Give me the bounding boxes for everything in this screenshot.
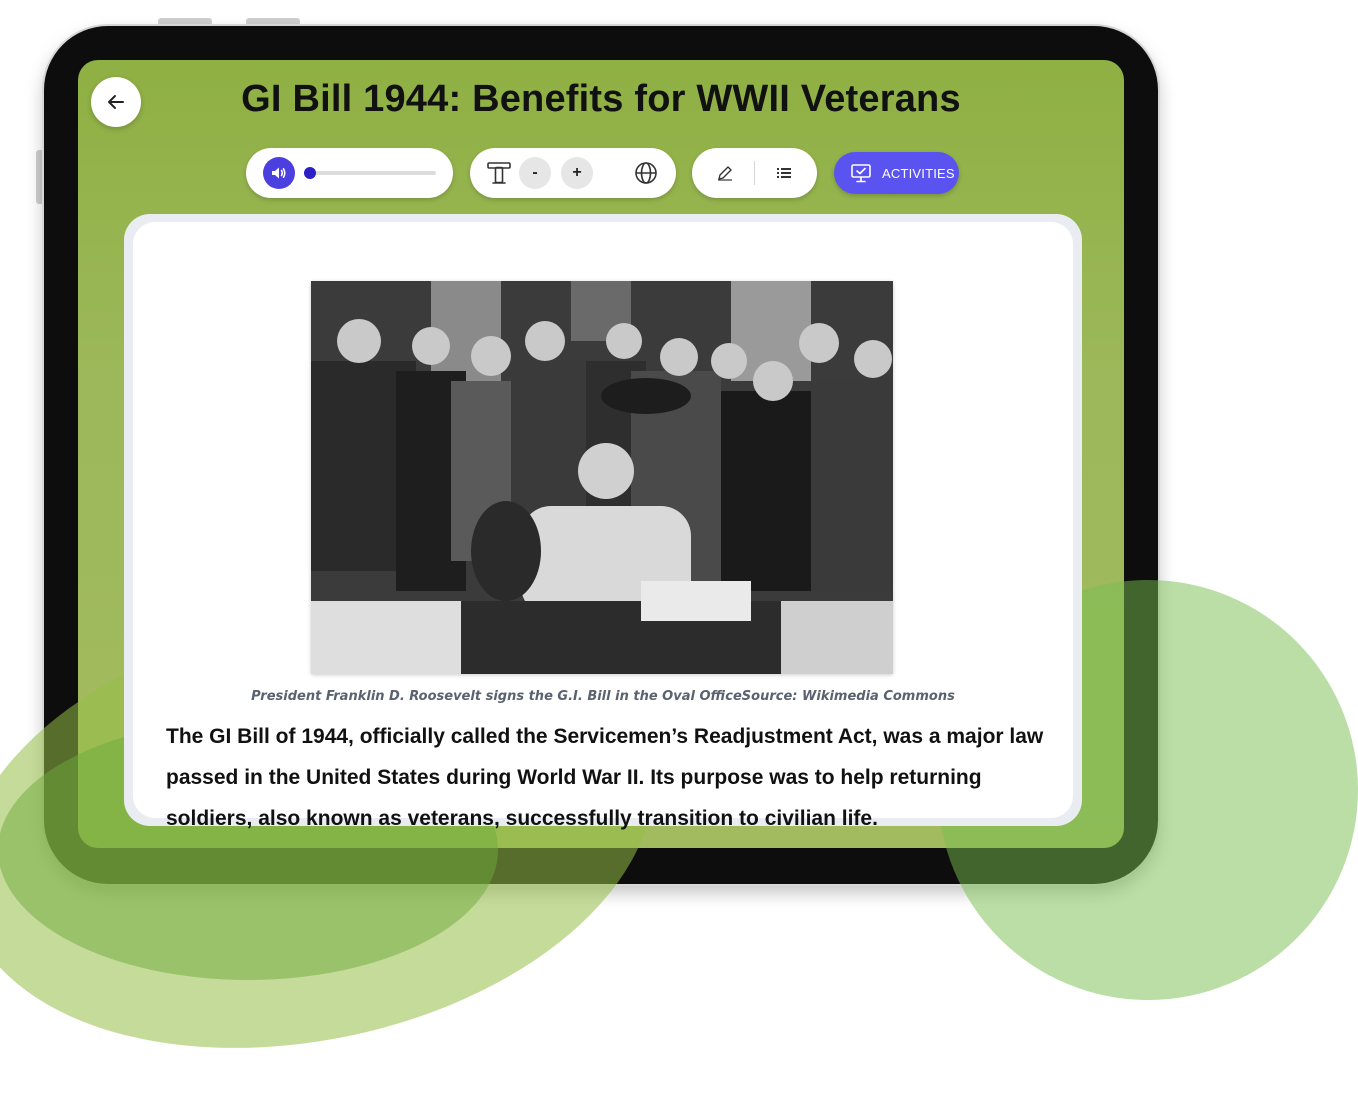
- app-screen: [78, 60, 1124, 848]
- decrease-text-size-button[interactable]: -: [519, 157, 551, 189]
- photo-caption: President Franklin D. Roosevelt signs the G.I. Bill in the Oval OfficeSource: Wikimedia Commons: [251, 689, 955, 704]
- audio-progress-handle[interactable]: [304, 167, 316, 179]
- annotation-tools: [692, 148, 817, 198]
- page-title: GI Bill 1944: Benefits for WWII Veterans: [241, 78, 961, 120]
- article-paragraph: The GI Bill of 1944, officially called the Servicemen’s Readjustment Act, was a major law passed in the United States during World War II. Its purpose was to help returning soldiers, also known as veterans, successfully transition to civilian life.: [166, 725, 1044, 830]
- article-photo: [311, 281, 893, 674]
- increase-text-size-button[interactable]: +: [561, 157, 593, 189]
- activities-label: ACTIVITIES: [882, 165, 955, 181]
- list-icon[interactable]: [776, 165, 792, 181]
- power-hardware-button: [36, 150, 44, 204]
- volume-up-hardware-button: [158, 18, 212, 26]
- volume-down-hardware-button: [246, 18, 300, 26]
- pencil-icon[interactable]: [716, 164, 734, 182]
- audio-player: [246, 148, 453, 198]
- text-size-icon: [486, 161, 512, 185]
- play-audio-button[interactable]: [263, 157, 295, 189]
- speaker-icon: [270, 164, 288, 182]
- audio-progress-track[interactable]: [308, 171, 436, 175]
- monitor-icon: [850, 162, 872, 184]
- activities-button[interactable]: [834, 152, 959, 194]
- photo-illustration: [311, 281, 893, 674]
- text-size-controls: [470, 148, 676, 198]
- globe-icon[interactable]: [634, 161, 658, 185]
- content-card: [133, 222, 1073, 830]
- divider: [754, 161, 755, 185]
